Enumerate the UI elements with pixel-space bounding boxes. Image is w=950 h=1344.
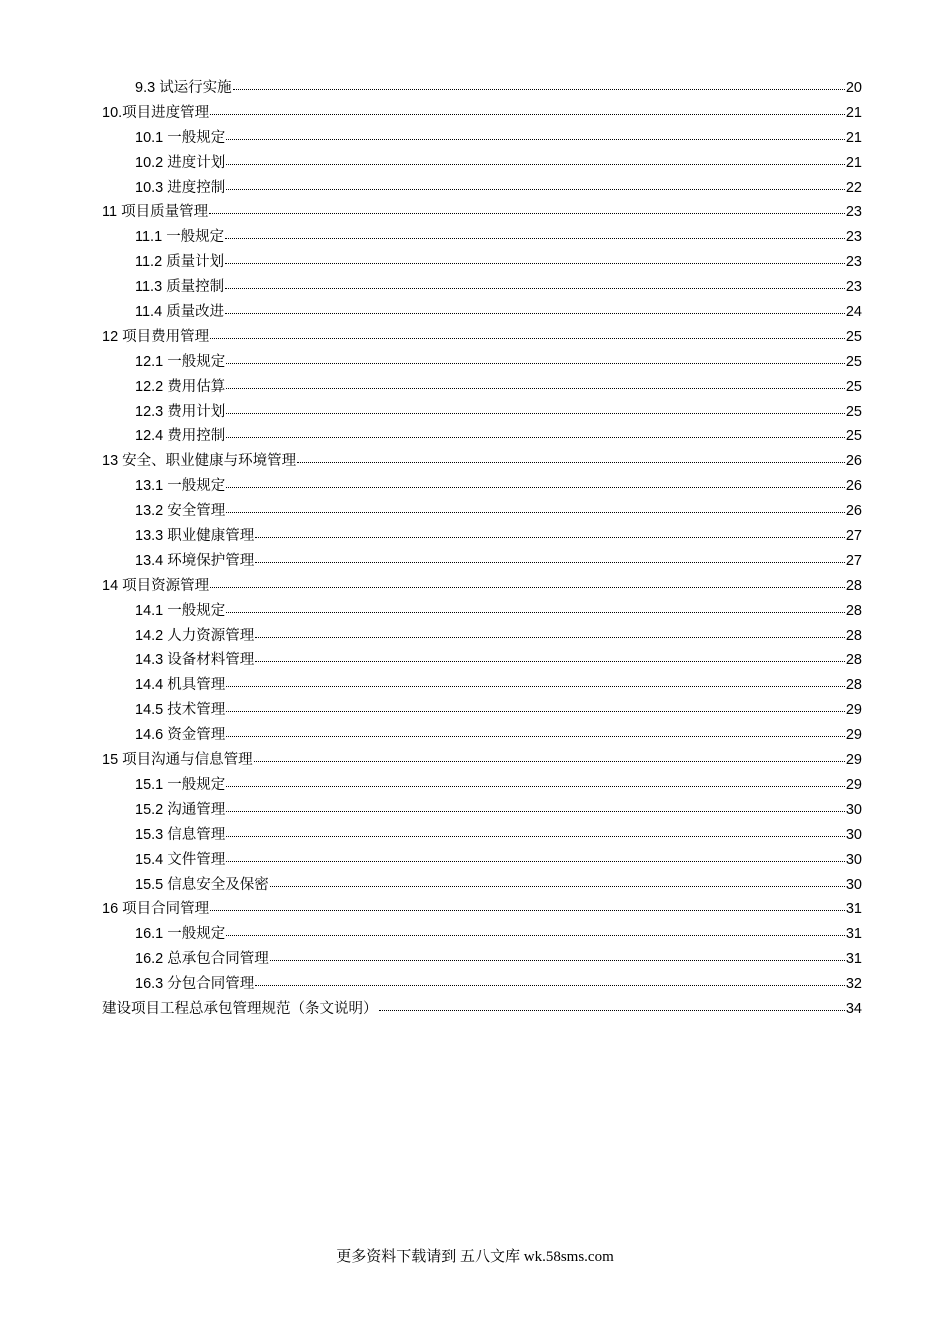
toc-entry-number: 10. [102, 104, 123, 121]
toc-entry-page: 25 [845, 403, 862, 420]
toc-entry-page: 27 [845, 528, 862, 545]
toc-entry-page: 21 [845, 104, 862, 121]
toc-entry-title: 沟通管理 [167, 801, 226, 818]
toc-entry[interactable] [102, 325, 862, 350]
toc-entry-title: 一般规定 [167, 478, 226, 495]
toc-dot-leader [226, 860, 845, 862]
toc-entry-title: 资金管理 [167, 727, 226, 744]
toc-entry-title: 人力资源管理 [167, 627, 255, 644]
toc-entry-page: 28 [845, 652, 862, 669]
toc-entry-page: 27 [845, 552, 862, 569]
toc-entry-title: 一般规定 [166, 229, 225, 246]
toc-entry-page: 30 [845, 826, 862, 843]
toc-dot-leader [225, 312, 845, 314]
toc-entry-page: 26 [845, 453, 862, 470]
toc-entry-title: 分包合同管理 [167, 976, 255, 993]
toc-entry-title: 总承包合同管理 [167, 951, 269, 968]
toc-entry-page: 23 [845, 229, 862, 246]
toc-entry-title: 项目资源管理 [122, 577, 210, 594]
toc-entry[interactable] [102, 250, 862, 275]
toc-entry[interactable] [102, 400, 862, 425]
toc-entry[interactable] [102, 350, 862, 375]
toc-entry-title: 一般规定 [167, 776, 226, 793]
footer-text: 更多资料下载请到 五八文库 wk.58sms.com [336, 1249, 614, 1265]
toc-dot-leader [233, 88, 845, 90]
toc-dot-leader [226, 810, 845, 812]
toc-entry-number: 11.4 [135, 304, 167, 321]
toc-dot-leader [255, 984, 845, 986]
toc-entry-number: 10.3 [135, 179, 168, 196]
toc-dot-leader [226, 785, 845, 787]
toc-entry[interactable] [102, 897, 862, 922]
toc-dot-leader [226, 486, 845, 488]
toc-dot-leader [226, 436, 845, 438]
toc-entry[interactable] [102, 599, 862, 624]
toc-entry-page: 22 [845, 179, 862, 196]
toc-dot-leader [226, 163, 845, 165]
toc-entry-page: 28 [845, 677, 862, 694]
toc-dot-leader [210, 113, 845, 115]
toc-entry-number: 9.3 [135, 80, 160, 96]
toc-entry-page: 21 [845, 129, 862, 146]
toc-entry-number: 15.3 [135, 826, 168, 843]
toc-entry[interactable] [102, 524, 862, 549]
toc-dot-leader [225, 287, 845, 289]
toc-entry-number: 16.1 [135, 926, 168, 943]
toc-entry-title: 项目进度管理 [122, 104, 210, 121]
toc-entry[interactable] [102, 225, 862, 250]
toc-entry-page: 31 [845, 901, 862, 918]
toc-dot-leader [226, 362, 845, 364]
toc-entry-number: 12 [102, 328, 123, 345]
toc-entry-page: 28 [845, 602, 862, 619]
toc-dot-leader [226, 188, 845, 190]
toc-entry-number: 12.4 [135, 428, 168, 445]
toc-entry-number: 16.3 [135, 976, 168, 993]
toc-dot-leader [297, 461, 845, 463]
toc-entry-number: 14 [102, 577, 123, 594]
toc-entry[interactable] [102, 648, 862, 673]
toc-dot-leader [226, 835, 845, 837]
toc-dot-leader [226, 412, 845, 414]
toc-entry-title: 一般规定 [167, 926, 226, 943]
toc-entry[interactable] [102, 723, 862, 748]
toc-entry-title: 项目沟通与信息管理 [122, 752, 253, 769]
toc-entry-number: 15.5 [135, 876, 168, 893]
toc-entry[interactable] [102, 424, 862, 449]
toc-entry-title: 项目合同管理 [122, 901, 210, 918]
toc-dot-leader [226, 138, 845, 140]
toc-dot-leader [210, 909, 845, 911]
toc-entry-number: 11.3 [135, 279, 167, 296]
toc-entry-title: 安全管理 [167, 503, 226, 520]
toc-entry[interactable] [102, 300, 862, 325]
toc-entry-title: 一般规定 [167, 602, 226, 619]
toc-entry-number: 13 [102, 453, 123, 470]
toc-entry-page: 23 [845, 279, 862, 296]
toc-entry-number: 11.2 [135, 254, 167, 271]
toc-entry[interactable] [102, 823, 862, 848]
toc-entry[interactable] [102, 375, 862, 400]
toc-entry-title: 一般规定 [167, 353, 226, 370]
toc-entry-title: 进度计划 [167, 154, 226, 171]
toc-entry-number: 13.2 [135, 503, 168, 520]
toc-dot-leader [379, 1009, 845, 1011]
toc-entry-page: 29 [845, 776, 862, 793]
toc-entry-page: 31 [845, 951, 862, 968]
toc-entry[interactable] [102, 773, 862, 798]
toc-entry-number: 12.3 [135, 403, 168, 420]
toc-entry-number: 15.2 [135, 801, 168, 818]
toc-entry-page: 25 [845, 353, 862, 370]
toc-entry-number: 14.4 [135, 677, 168, 694]
toc-entry[interactable] [102, 574, 862, 599]
toc-entry[interactable] [102, 101, 862, 126]
toc-entry-page: 30 [845, 876, 862, 893]
toc-entry-title: 机具管理 [167, 677, 226, 694]
toc-entry-number: 15.1 [135, 776, 168, 793]
toc-entry-page: 34 [845, 1000, 862, 1017]
toc-entry-title: 费用估算 [167, 378, 226, 395]
toc-entry-title: 信息安全及保密 [167, 876, 269, 893]
toc-entry-number: 15.4 [135, 851, 168, 868]
toc-entry-title: 项目质量管理 [121, 204, 209, 221]
toc-entry-number: 12.2 [135, 378, 168, 395]
toc-entry-number: 11 [102, 204, 122, 221]
toc-entry-page: 32 [845, 976, 862, 993]
toc-dot-leader [254, 760, 845, 762]
toc-entry[interactable] [102, 698, 862, 723]
toc-entry[interactable] [102, 673, 862, 698]
toc-entry[interactable] [102, 947, 862, 972]
toc-entry-page: 26 [845, 503, 862, 520]
toc-entry-number: 16 [102, 901, 123, 918]
toc-entry-number: 14.3 [135, 652, 168, 669]
toc-dot-leader [226, 387, 845, 389]
toc-entry-title: 质量改进 [166, 304, 225, 321]
toc-entry[interactable] [102, 499, 862, 524]
toc-dot-leader [209, 212, 845, 214]
toc-entry[interactable] [102, 76, 862, 101]
toc-entry[interactable] [102, 848, 862, 873]
toc-entry-number: 13.3 [135, 528, 168, 545]
toc-dot-leader [225, 262, 845, 264]
toc-entry-title: 质量计划 [166, 254, 225, 271]
toc-dot-leader [270, 959, 845, 961]
toc-entry-title: 质量控制 [166, 279, 225, 296]
toc-dot-leader [226, 611, 845, 613]
toc-entry[interactable] [102, 449, 862, 474]
toc-entry-page: 26 [845, 478, 862, 495]
toc-dot-leader [270, 885, 845, 887]
toc-entry-number: 11.1 [135, 229, 167, 246]
toc-entry-title: 费用控制 [167, 428, 226, 445]
toc-entry-page: 23 [845, 254, 862, 271]
toc-entry-page: 30 [845, 801, 862, 818]
toc-entry-title: 信息管理 [167, 826, 226, 843]
toc-entry-page: 23 [845, 204, 862, 221]
toc-entry-page: 20 [845, 80, 862, 96]
toc-entry-number: 14.1 [135, 602, 168, 619]
toc-dot-leader [226, 685, 845, 687]
toc-entry-title: 费用计划 [167, 403, 226, 420]
toc-dot-leader [226, 934, 845, 936]
toc-entry-page: 28 [845, 577, 862, 594]
toc-entry-number: 13.4 [135, 552, 168, 569]
toc-entry-number: 16.2 [135, 951, 168, 968]
toc-dot-leader [225, 237, 845, 239]
toc-entry[interactable] [102, 151, 862, 176]
toc-entry-page: 25 [845, 378, 862, 395]
toc-entry[interactable] [102, 474, 862, 499]
toc-entry[interactable] [102, 624, 862, 649]
toc-entry-number: 14.2 [135, 627, 168, 644]
toc-entry[interactable] [102, 275, 862, 300]
toc-entry-title: 一般规定 [167, 129, 226, 146]
toc-entry-page: 29 [845, 752, 862, 769]
toc-entry-page: 21 [845, 154, 862, 171]
toc-entry[interactable] [102, 200, 862, 225]
toc-entry-page: 31 [845, 926, 862, 943]
toc-dot-leader [255, 536, 845, 538]
toc-dot-leader [210, 586, 845, 588]
toc-dot-leader [226, 710, 845, 712]
toc-dot-leader [210, 337, 845, 339]
toc-entry-page: 24 [845, 304, 862, 321]
toc-entry-title: 建设项目工程总承包管理规范（条文说明） [102, 1000, 378, 1017]
toc-dot-leader [255, 636, 845, 638]
toc-entry[interactable] [102, 798, 862, 823]
toc-entry[interactable] [102, 549, 862, 574]
toc-entry-title: 设备材料管理 [167, 652, 255, 669]
table-of-contents [102, 76, 862, 1022]
toc-entry-number: 14.5 [135, 702, 168, 719]
toc-entry[interactable] [102, 873, 862, 898]
toc-entry[interactable] [102, 972, 862, 997]
toc-entry-title: 试运行实施 [159, 80, 232, 96]
toc-entry-page: 25 [845, 428, 862, 445]
toc-entry-number: 14.6 [135, 727, 168, 744]
toc-entry-number: 13.1 [135, 478, 168, 495]
toc-entry[interactable] [102, 997, 862, 1022]
toc-entry-page: 28 [845, 627, 862, 644]
toc-entry[interactable] [102, 176, 862, 201]
toc-dot-leader [226, 735, 845, 737]
toc-dot-leader [255, 660, 845, 662]
toc-entry[interactable] [102, 126, 862, 151]
toc-entry-page: 30 [845, 851, 862, 868]
toc-dot-leader [255, 561, 845, 563]
toc-entry-title: 技术管理 [167, 702, 226, 719]
toc-entry[interactable] [102, 748, 862, 773]
toc-entry-title: 环境保护管理 [167, 552, 255, 569]
toc-entry[interactable] [102, 922, 862, 947]
toc-entry-title: 文件管理 [167, 851, 226, 868]
toc-entry-title: 安全、职业健康与环境管理 [122, 453, 297, 470]
toc-entry-number: 10.1 [135, 129, 168, 146]
toc-entry-page: 29 [845, 727, 862, 744]
toc-dot-leader [226, 511, 845, 513]
toc-entry-page: 25 [845, 328, 862, 345]
toc-entry-title: 项目费用管理 [122, 328, 210, 345]
toc-entry-title: 进度控制 [167, 179, 226, 196]
toc-entry-page: 29 [845, 702, 862, 719]
toc-entry-number: 10.2 [135, 154, 168, 171]
toc-entry-title: 职业健康管理 [167, 528, 255, 545]
toc-entry-number: 15 [102, 752, 123, 769]
toc-entry-number: 12.1 [135, 353, 168, 370]
